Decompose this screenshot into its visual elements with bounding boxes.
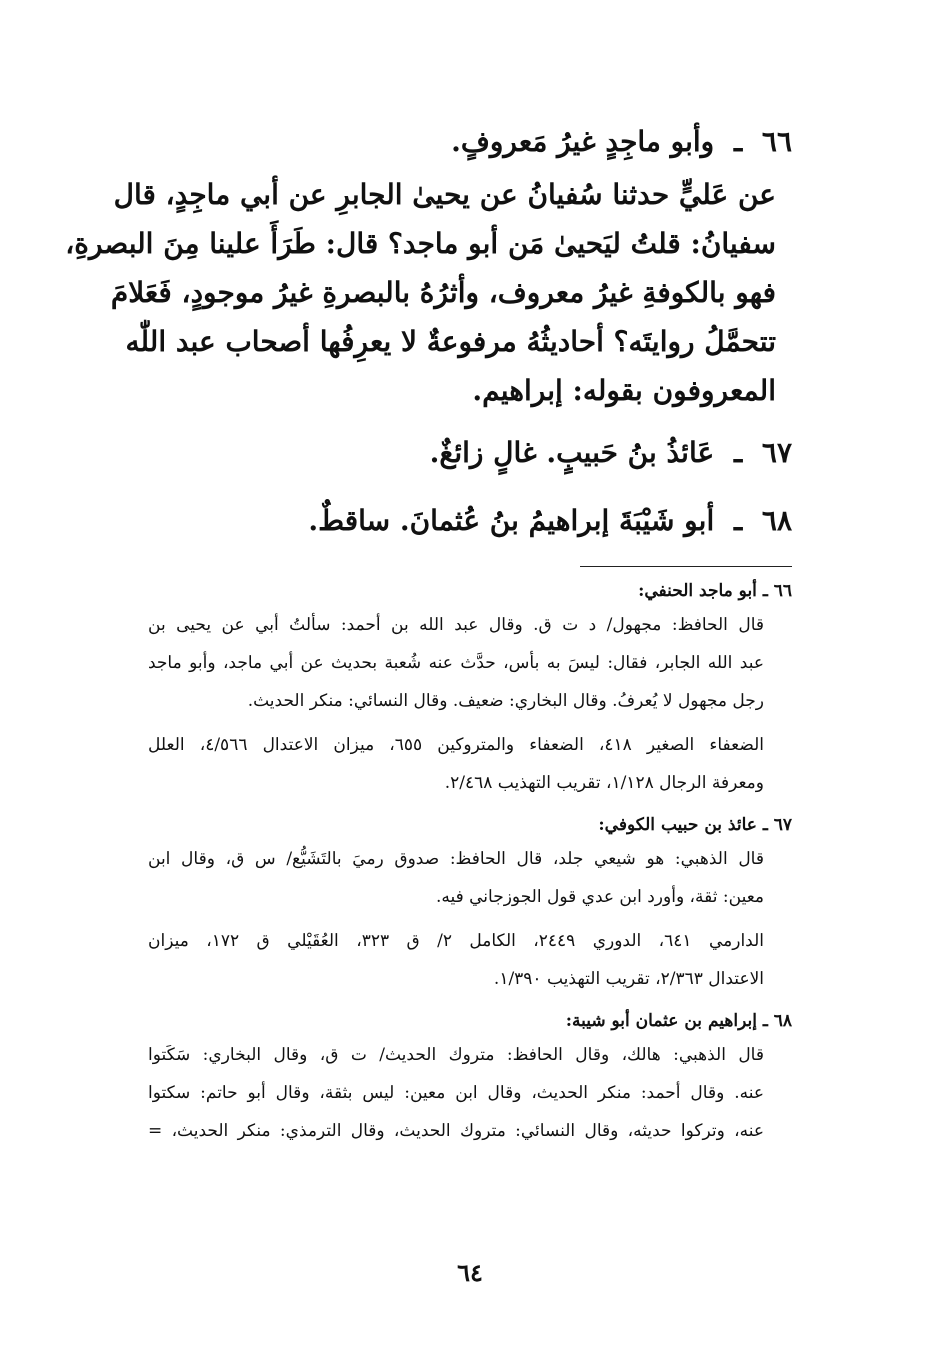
- footnote-line: الدارمي ٦٤١، الدوري ٢٤٤٩، الكامل ٢/ ق ٣٢٣، العُقَيْلي ق ١٧٢، ميزان: [148, 931, 764, 951]
- footnote-line: عنه، وتركوا حديثه، وقال النسائي: متروك الحديث، وقال الترمذي: منكر الحديث، =: [148, 1121, 764, 1141]
- entry-66-heading: [150, 118, 792, 166]
- footnote-sources: [148, 726, 764, 802]
- footnote-line: قال الذهبي: هالك، وقال الحافظ: متروك الحديث/ ت ق، وقال البخاري: سَكَتوا: [148, 1045, 764, 1065]
- body-line: عن عَليٍّ حدثنا سُفيانُ عن يحيىٰ الجابرِ عن أبي ماجِدٍ، قال: [113, 178, 776, 211]
- footnote-heading: ٦٦ ـ أبو ماجد الحنفي:: [638, 581, 792, 601]
- footnote-line: معين: ثقة، وأورد ابن عدي قول الجوزجاني فيه.: [435, 887, 764, 907]
- body-line: تتحمَّلُ روايتَه؟ أحاديثُهُ مرفوعةٌ لا يعرِفُها أصحاب عبد اللّٰه: [125, 325, 776, 358]
- entry-number: ٦٧: [761, 436, 792, 469]
- footnote-66: [148, 576, 792, 802]
- footnote-line: ومعرفة الرجال ١/١٢٨، تقريب التهذيب ٢/٤٦٨.: [444, 773, 764, 793]
- footnote-paragraph: [148, 1036, 764, 1150]
- entry-number: ٦٨: [761, 504, 792, 537]
- entry-title: عَائذُ بنُ حَبيبٍ. غالٍ زائغٌ.: [429, 436, 715, 469]
- footnote-line: قال الحافظ: مجهول/ د ت ق. وقال عبد الله بن أحمد: سألتُ أبي عن يحيى بن: [148, 615, 764, 635]
- entry-dash: ـ: [733, 125, 743, 158]
- entry-title: وأبو ماجِدٍ غيرُ مَعروفٍ.: [451, 125, 715, 158]
- entry-dash: ـ: [733, 436, 743, 469]
- page-number: ٦٤: [457, 1258, 483, 1287]
- footnote-68: [148, 1006, 792, 1150]
- footnote-paragraph: [148, 606, 764, 720]
- entry-dash: ـ: [733, 504, 743, 537]
- footnote-line: عبد الله الجابر، فقال: ليسَ به بأس، حدَّث عنه شُعبة بحديث عن أبي ماجد، وأبو ماجد: [148, 653, 764, 673]
- entry-number: ٦٦: [761, 125, 792, 158]
- body-line: فهو بالكوفةِ غيرُ معروف، وأثرُهُ بالبصرةِ غيرُ موجودٍ، فَعَلامَ: [110, 276, 776, 309]
- main-text: [65, 118, 792, 545]
- footnotes: [148, 576, 792, 1158]
- footnote-sources: [148, 922, 764, 998]
- footnote-line: الضعفاء الصغير ٤١٨، الضعفاء والمتروكين ٦٥٥، ميزان الاعتدال ٤/٥٦٦، العلل: [148, 735, 764, 755]
- footnote-67: [148, 810, 792, 998]
- entry-66-body: [65, 170, 776, 415]
- footnote-line: قال الذهبي: هو شيعي جلد، قال الحافظ: صدوق رميَ بالتَشَيُّع/ س ق، وقال ابن: [148, 849, 764, 869]
- footnote-line: الاعتدال ٢/٣٦٣، تقريب التهذيب ١/٣٩٠.: [493, 969, 764, 989]
- footnote-heading: ٦٨ ـ إبراهيم بن عثمان أبو شيبة:: [565, 1011, 792, 1031]
- footnote-heading: ٦٧ ـ عائذ بن حبيب الكوفي:: [598, 815, 792, 835]
- footnote-line: عنه. وقال أحمد: منكر الحديث، وقال ابن معين: ليس بثقة، وقال أبو حاتم: سكتوا: [148, 1083, 764, 1103]
- footnote-paragraph: [148, 840, 764, 916]
- body-line: سفيانُ: قلتُ ليَحيىٰ مَن أبو ماجد؟ قال: طَرَأَ علينا مِنَ البصرةِ،: [65, 227, 776, 260]
- entry-68-heading: [150, 497, 792, 545]
- entry-67-heading: [150, 429, 792, 477]
- body-line: المعروفون بقوله: إبراهيم.: [472, 374, 776, 407]
- entry-title: أبو شَيْبَةَ إبراهيمُ بنُ عُثمانَ. ساقطٌ.: [308, 504, 715, 537]
- footnote-line: رجل مجهول لا يُعرفُ. وقال البخاري: ضعيف. وقال النسائي: منكر الحديث.: [247, 691, 764, 711]
- footnote-separator: [580, 566, 792, 567]
